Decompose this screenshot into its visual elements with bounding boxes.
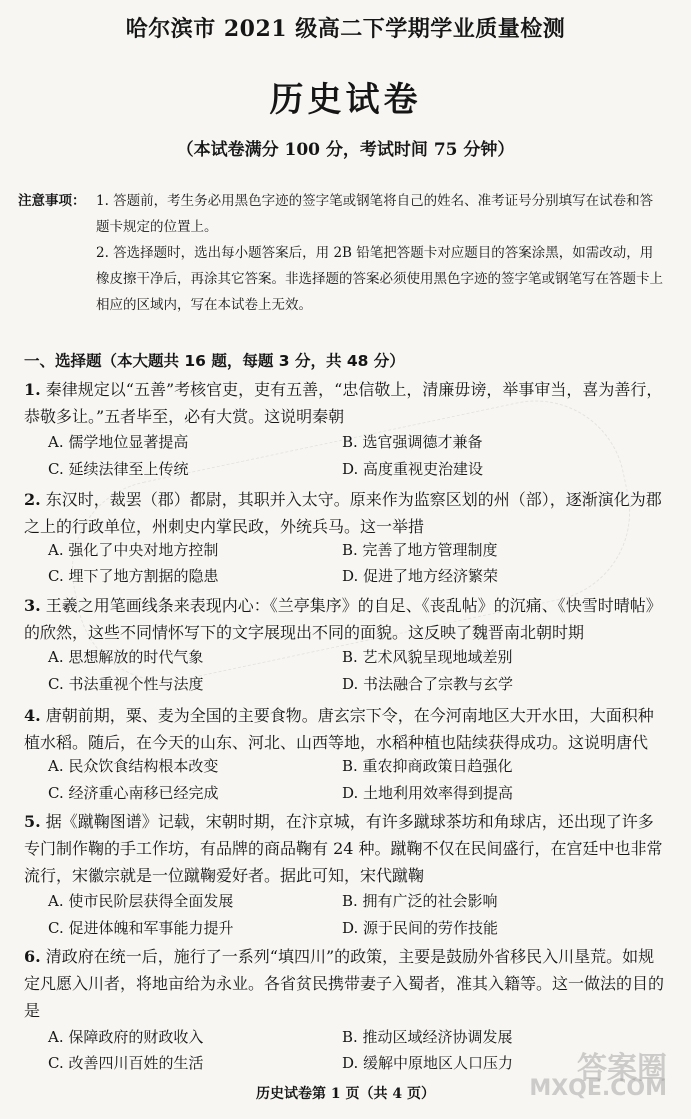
question-2-option-c: C. 埋下了地方割据的隐患 <box>48 567 219 585</box>
notice-item-1: 1. 答题前，考生务必用黑色字迹的签字笔或钢笔将自己的姓名、准考证号分别填写在试卷和答题卡规定的位置上。 <box>96 193 654 235</box>
question-5-stem <box>24 808 669 889</box>
subject-title: 历史试卷 <box>269 80 422 120</box>
question-5-option-d: D. 源于民间的劳作技能 <box>342 919 499 937</box>
question-2-option-d: D. 促进了地方经济繁荣 <box>342 567 499 585</box>
notice-label: 注意事项： <box>18 193 86 209</box>
question-6-option-b: B. 推动区域经济协调发展 <box>342 1028 513 1046</box>
question-3-stem <box>24 592 669 646</box>
section-heading: 一、选择题（本大题共 16 题，每题 3 分，共 48 分） <box>24 352 405 370</box>
question-2-stem <box>24 486 669 540</box>
question-1-option-b: B. 选官强调德才兼备 <box>342 433 483 451</box>
question-number: 5. <box>24 812 41 831</box>
question-2-option-b: B. 完善了地方管理制度 <box>342 541 498 559</box>
question-1-option-a: A. 儒学地位显著提高 <box>48 433 189 451</box>
exam-info: （本试卷满分 100 分，考试时间 75 分钟） <box>176 140 515 160</box>
question-5-option-b: B. 拥有广泛的社会影响 <box>342 892 498 910</box>
question-1-option-d: D. 高度重视吏治建设 <box>342 460 484 478</box>
exam-title: 哈尔滨市 2021 级高二下学期学业质量检测 <box>125 16 566 42</box>
question-4-option-d: D. 土地利用效率得到提高 <box>342 784 514 802</box>
question-2-option-a: A. 强化了中央对地方控制 <box>48 541 219 559</box>
question-5-option-a: A. 使市民阶层获得全面发展 <box>48 892 234 910</box>
question-text: 唐朝前期，粟、麦为全国的主要食物。唐玄宗下令，在今河南地区大开水田，大面积种植水稻。随后，在今天的山东、河北、山西等地，水稻种植也陆续获得成功。这说明唐代 <box>24 706 654 752</box>
question-3-option-d: D. 书法融合了宗教与玄学 <box>342 675 514 693</box>
question-text: 东汉时，裁罢（郡）都尉，其职并入太守。原来作为监察区划的州（部），逐渐演化为郡之上的行政单位，州刺史内掌民政，外统兵马。这一举措 <box>24 490 662 536</box>
question-6-option-a: A. 保障政府的财政收入 <box>48 1028 204 1046</box>
question-number: 3. <box>24 596 41 615</box>
watermark-logo: 答案圈 MXQE.COM <box>529 1051 667 1101</box>
question-text: 秦律规定以“五善”考核官吏，吏有五善，“忠信敬上，清廉毋谤，举事审当，喜为善行，恭敬多让。”五者毕至，必有大赏。这说明秦朝 <box>24 380 663 426</box>
question-4-option-c: C. 经济重心南移已经完成 <box>48 784 219 802</box>
question-text: 王羲之用笔画线条来表现内心：《兰亭集序》的自足、《丧乱帖》的沉痛、《快雪时晴帖》的欣然，这些不同情怀写下的文字展现出不同的面貌。这反映了魏晋南北朝时期 <box>24 596 662 642</box>
question-number: 2. <box>24 490 41 509</box>
question-1-stem <box>24 376 669 430</box>
question-number: 1. <box>24 380 41 399</box>
question-6-option-c: C. 改善四川百姓的生活 <box>48 1054 204 1072</box>
question-3-option-c: C. 书法重视个性与法度 <box>48 675 204 693</box>
question-number: 4. <box>24 706 41 725</box>
question-4-stem <box>24 702 669 756</box>
notice-item-2: 2. 答选择题时，选出每小题答案后，用 2B 铅笔把答题卡对应题目的答案涂黑，如需改动，用橡皮擦干净后，再涂其它答案。非选择题的答案必须使用黑色字迹的签字笔或钢笔写在答题卡上相应的区域内，写在本试卷上无效。 <box>96 245 663 313</box>
question-text: 据《蹴鞠图谱》记载，宋朝时期，在汴京城，有许多蹴球茶坊和角球店，还出现了许多专门制作鞠的手工作坊，有品牌的商品鞠有 24 种。蹴鞠不仅在民间盛行，在宫廷中也非常流行，宋徽宗就是一位蹴鞠爱好者。据此可知，宋代蹴鞠 <box>24 812 663 885</box>
question-number: 6. <box>24 947 41 966</box>
question-6-option-d: D. 缓解中原地区人口压力 <box>342 1054 514 1072</box>
question-6-stem <box>24 943 669 1024</box>
question-4-option-a: A. 民众饮食结构根本改变 <box>48 757 219 775</box>
question-3-option-a: A. 思想解放的时代气象 <box>48 648 204 666</box>
question-5-option-c: C. 促进体魄和军事能力提升 <box>48 919 234 937</box>
question-4-option-b: B. 重农抑商政策日趋强化 <box>342 757 513 775</box>
question-text: 清政府在统一后，施行了一系列“填四川”的政策，主要是鼓励外省移民入川垦荒。如规定凡愿入川者，将地亩给为永业。各省贫民携带妻子入蜀者，准其入籍等。这一做法的目的是 <box>24 947 665 1020</box>
question-3-option-b: B. 艺术风貌呈现地域差别 <box>342 648 513 666</box>
question-1-option-c: C. 延续法律至上传统 <box>48 460 189 478</box>
page-footer: 历史试卷第 1 页（共 4 页） <box>256 1086 435 1102</box>
